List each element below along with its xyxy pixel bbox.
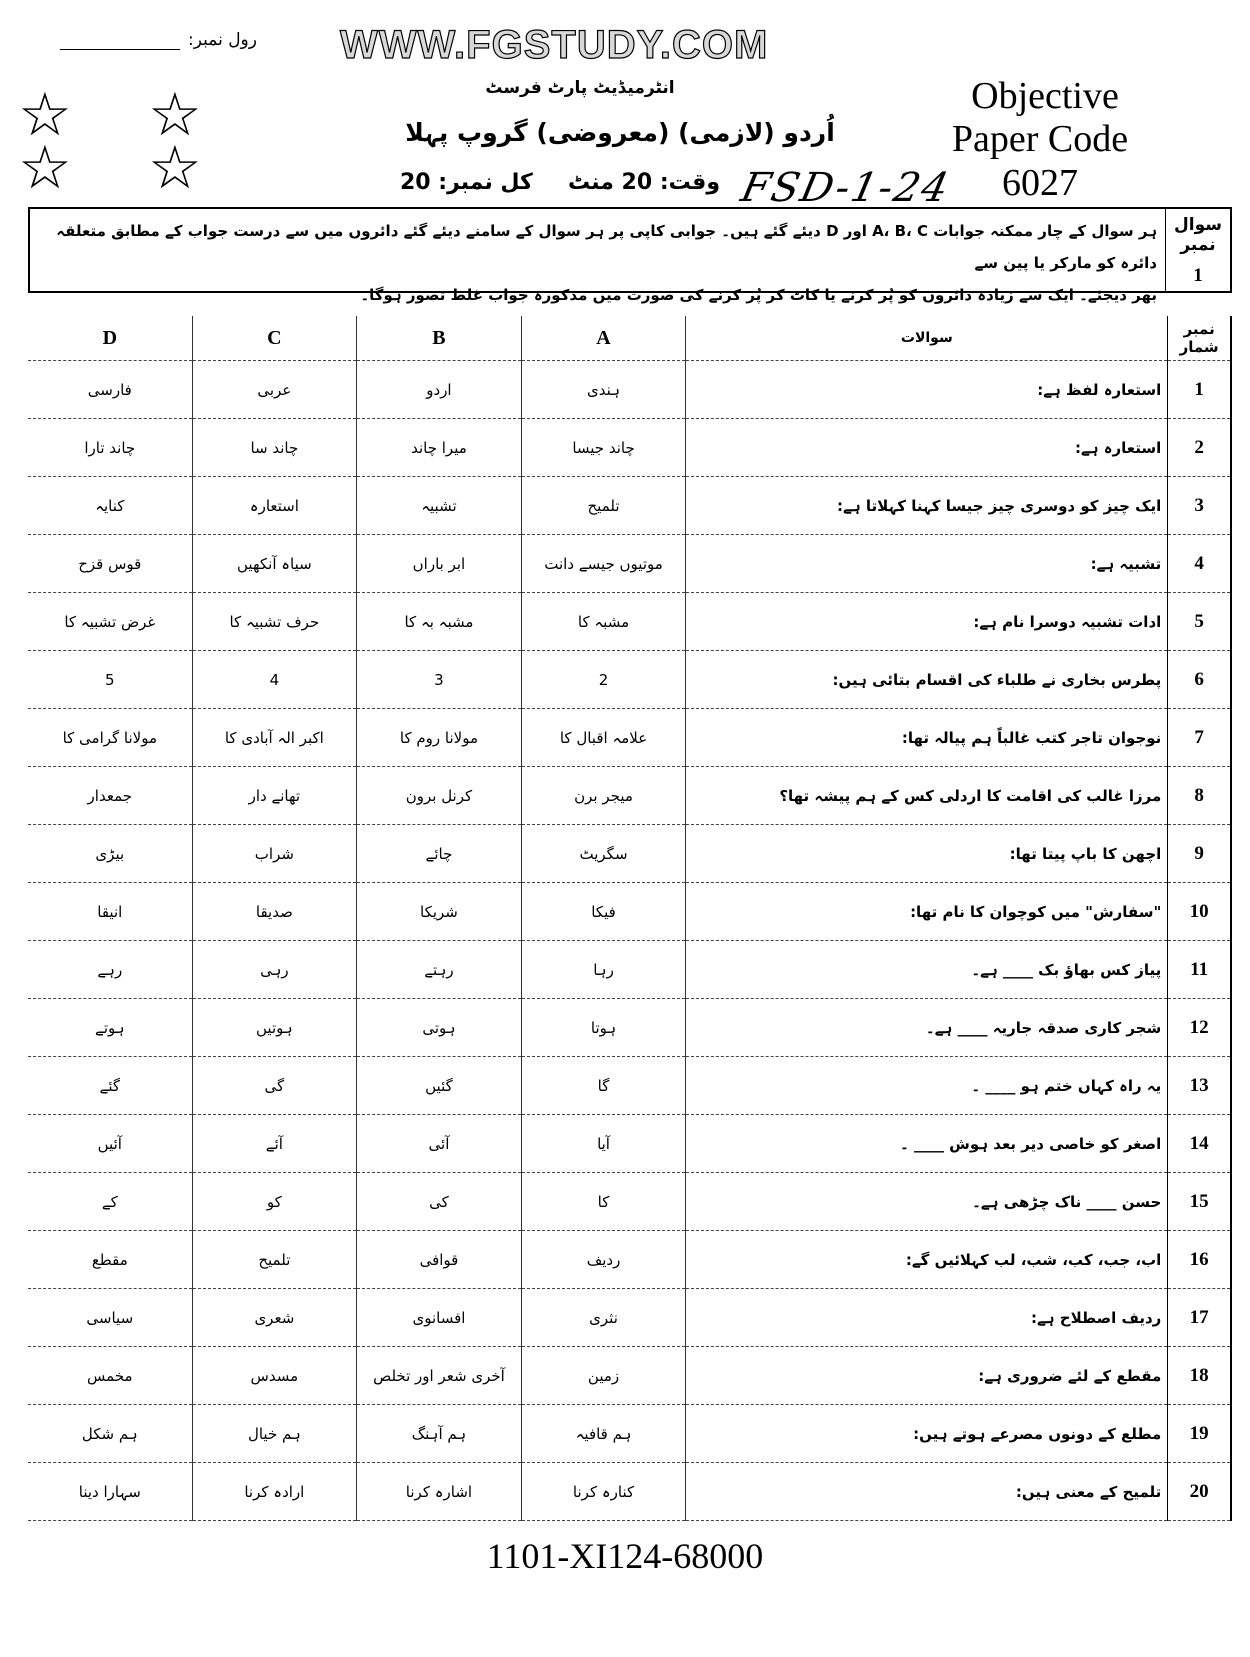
option-c: شراب: [192, 825, 357, 883]
option-a: چاند جیسا: [521, 419, 686, 477]
table-row: [28, 1173, 1231, 1231]
question-text: پیاز کس بھاؤ بک ____ ہے۔: [686, 941, 1168, 999]
question-number-cell: [1165, 209, 1230, 291]
watermark: WWW.FGSTUDY.COM: [340, 23, 769, 67]
option-d: ہوتے: [28, 999, 192, 1057]
option-d: قوس قزح: [28, 535, 192, 593]
footer-code: 1101-XI124-68000: [486, 1536, 764, 1576]
option-a: نثری: [521, 1289, 686, 1347]
question-text: استعارہ ہے:: [686, 419, 1168, 477]
star-icon: ☆: [18, 133, 72, 203]
option-d: بیڑی: [28, 825, 192, 883]
question-text: "سفارش" میں کوچوان کا نام تھا:: [686, 883, 1168, 941]
question-text: یہ راہ کہاں ختم ہو ____ ۔: [686, 1057, 1168, 1115]
roll-number-blank: [60, 31, 180, 50]
option-c: 4: [192, 651, 357, 709]
option-b: گئیں: [357, 1057, 522, 1115]
serial-number: 14: [1168, 1115, 1231, 1173]
option-b: تشبیہ: [357, 477, 522, 535]
option-d: کنایہ: [28, 477, 192, 535]
serial-number: 5: [1168, 593, 1231, 651]
instructions-box: [28, 207, 1232, 304]
table-row: [28, 883, 1231, 941]
option-a: رہا: [521, 941, 686, 999]
header-a: A: [521, 316, 686, 361]
question-text: ردیف اصطلاح ہے:: [686, 1289, 1168, 1347]
option-d: مقطع: [28, 1231, 192, 1289]
option-b: قوافی: [357, 1231, 522, 1289]
serial-number: 10: [1168, 883, 1231, 941]
serial-number: 11: [1168, 941, 1231, 999]
table-row: [28, 999, 1231, 1057]
question-text: حسن ____ ناک چڑھی ہے۔: [686, 1173, 1168, 1231]
header-question: سوالات: [686, 316, 1168, 361]
option-c: حرف تشبیہ کا: [192, 593, 357, 651]
option-b: شریکا: [357, 883, 522, 941]
option-b: اردو: [357, 361, 522, 419]
question-text: مطلع کے دونوں مصرعے ہوتے ہیں:: [686, 1405, 1168, 1463]
table-row: [28, 1231, 1231, 1289]
instructions-text: [30, 209, 1165, 304]
header-b: B: [357, 316, 522, 361]
instructions-line: بھر دیجئے۔ ایک سے زیادہ دائروں کو پُر کرنے یا کاٹ کر پُر کرنے کی صورت میں مذکورہ جواب غلط تصور ہوگا۔: [360, 286, 1157, 304]
question-number: 1: [1193, 265, 1203, 286]
option-d: سیاسی: [28, 1289, 192, 1347]
option-c: کو: [192, 1173, 357, 1231]
questions-table: [28, 316, 1232, 1521]
question-text: اصغر کو خاصی دیر بعد ہوش ____ ۔: [686, 1115, 1168, 1173]
option-b: آخری شعر اور تخلص: [357, 1347, 522, 1405]
option-d: کے: [28, 1173, 192, 1231]
serial-number: 15: [1168, 1173, 1231, 1231]
option-d: غرض تشبیہ کا: [28, 593, 192, 651]
serial-number: 9: [1168, 825, 1231, 883]
option-a: 2: [521, 651, 686, 709]
table-row: [28, 1405, 1231, 1463]
option-a: ردیف: [521, 1231, 686, 1289]
table-row: [28, 535, 1231, 593]
question-text: ادات تشبیہ دوسرا نام ہے:: [686, 593, 1168, 651]
option-b: 3: [357, 651, 522, 709]
option-b: افسانوی: [357, 1289, 522, 1347]
option-c: شعری: [192, 1289, 357, 1347]
option-d: گئے: [28, 1057, 192, 1115]
table-row: [28, 361, 1231, 419]
serial-number: 17: [1168, 1289, 1231, 1347]
table-row: [28, 825, 1231, 883]
option-c: تھانے دار: [192, 767, 357, 825]
option-c: رہی: [192, 941, 357, 999]
question-text: ایک چیز کو دوسری چیز جیسا کہنا کہلاتا ہے:: [686, 477, 1168, 535]
time-marks-line: [400, 170, 720, 195]
option-a: علامہ اقبال کا: [521, 709, 686, 767]
table-row: [28, 477, 1231, 535]
table-row: [28, 767, 1231, 825]
option-b: مشبہ بہ کا: [357, 593, 522, 651]
star-icon: ☆: [148, 80, 202, 150]
option-b: ہوتی: [357, 999, 522, 1057]
option-d: مخمس: [28, 1347, 192, 1405]
serial-number: 12: [1168, 999, 1231, 1057]
option-c: سیاہ آنکھیں: [192, 535, 357, 593]
table-header-row: [28, 316, 1231, 361]
option-a: زمین: [521, 1347, 686, 1405]
option-b: رہتے: [357, 941, 522, 999]
option-b: مولانا روم کا: [357, 709, 522, 767]
roll-number-field: [60, 30, 257, 50]
question-text: شجر کاری صدقہ جاریہ ____ ہے۔: [686, 999, 1168, 1057]
question-label: سوال نمبر: [1174, 215, 1222, 255]
table-row: [28, 941, 1231, 999]
serial-number: 1: [1168, 361, 1231, 419]
option-d: مولانا گرامی کا: [28, 709, 192, 767]
question-text: مقطع کے لئے ضروری ہے:: [686, 1347, 1168, 1405]
serial-number: 20: [1168, 1463, 1231, 1521]
serial-number: 8: [1168, 767, 1231, 825]
option-a: ہندی: [521, 361, 686, 419]
table-row: [28, 419, 1231, 477]
option-a: ہوتا: [521, 999, 686, 1057]
option-b: کی: [357, 1173, 522, 1231]
question-text: اچھن کا باپ پیتا تھا:: [686, 825, 1168, 883]
time-label: وقت: 20 منٹ: [567, 170, 720, 195]
roll-number-label: رول نمبر:: [188, 30, 257, 50]
header-c: C: [192, 316, 357, 361]
paper-code: 6027: [1002, 162, 1078, 204]
header-serial: نمبر شمار: [1168, 316, 1231, 361]
star-icon: ☆: [18, 80, 72, 150]
option-c: چاند سا: [192, 419, 357, 477]
serial-number: 19: [1168, 1405, 1231, 1463]
subject-line: اُردو (لازمی) (معروضی) گروپ پہلا: [405, 118, 835, 147]
star-icon: ☆: [148, 133, 202, 203]
serial-number: 4: [1168, 535, 1231, 593]
option-d: آئیں: [28, 1115, 192, 1173]
question-text: استعارہ لفظ ہے:: [686, 361, 1168, 419]
option-c: استعارہ: [192, 477, 357, 535]
option-a: کا: [521, 1173, 686, 1231]
table-row: [28, 593, 1231, 651]
table-row: [28, 651, 1231, 709]
option-b: اشارہ کرنا: [357, 1463, 522, 1521]
option-a: گا: [521, 1057, 686, 1115]
option-b: ہم آہنگ: [357, 1405, 522, 1463]
instructions-line: ہر سوال کے چار ممکنہ جوابات A، B، C اور D دیئے گئے ہیں۔ جوابی کاپی پر ہر سوال کے سامنے دیئے گئے دائروں میں سے درست جواب کے مطابق متعلقہ دائرہ کو مارکر یا پین سے: [56, 222, 1157, 272]
option-c: تلمیح: [192, 1231, 357, 1289]
option-b: میرا چاند: [357, 419, 522, 477]
option-c: مسدس: [192, 1347, 357, 1405]
option-d: سہارا دینا: [28, 1463, 192, 1521]
question-text: تلمیح کے معنی ہیں:: [686, 1463, 1168, 1521]
question-text: مرزا غالب کی اقامت کا اردلی کس کے ہم پیشہ تھا؟: [686, 767, 1168, 825]
serial-number: 6: [1168, 651, 1231, 709]
question-text: پطرس بخاری نے طلباء کی اقسام بتائی ہیں:: [686, 651, 1168, 709]
option-d: چاند تارا: [28, 419, 192, 477]
option-a: ہم قافیہ: [521, 1405, 686, 1463]
option-c: عربی: [192, 361, 357, 419]
question-text: اب، جب، کب، شب، لب کہلائیں گے:: [686, 1231, 1168, 1289]
handwritten-note: FSD-1-24: [737, 165, 955, 211]
serial-number: 18: [1168, 1347, 1231, 1405]
serial-number: 7: [1168, 709, 1231, 767]
option-d: 5: [28, 651, 192, 709]
serial-number: 16: [1168, 1231, 1231, 1289]
serial-number: 13: [1168, 1057, 1231, 1115]
option-a: فیکا: [521, 883, 686, 941]
option-b: ابر باراں: [357, 535, 522, 593]
option-a: سگریٹ: [521, 825, 686, 883]
total-marks-label: کل نمبر: 20: [400, 170, 533, 195]
option-c: ارادہ کرنا: [192, 1463, 357, 1521]
header-d: D: [28, 316, 192, 361]
option-c: ہم خیال: [192, 1405, 357, 1463]
table-row: [28, 709, 1231, 767]
option-c: اکبر الہ آبادی کا: [192, 709, 357, 767]
table-row: [28, 1289, 1231, 1347]
paper-code-label: Paper Code: [951, 118, 1129, 160]
option-a: آیا: [521, 1115, 686, 1173]
serial-number: 3: [1168, 477, 1231, 535]
option-b: آئی: [357, 1115, 522, 1173]
question-text: نوجوان تاجر کتب غالباً ہم پیالہ تھا:: [686, 709, 1168, 767]
option-a: مشبہ کا: [521, 593, 686, 651]
option-d: انیقا: [28, 883, 192, 941]
option-a: کنارہ کرنا: [521, 1463, 686, 1521]
table-row: [28, 1115, 1231, 1173]
option-d: ہم شکل: [28, 1405, 192, 1463]
option-a: تلمیح: [521, 477, 686, 535]
option-a: موتیوں جیسے دانت: [521, 535, 686, 593]
option-d: جمعدار: [28, 767, 192, 825]
option-c: ہوتیں: [192, 999, 357, 1057]
serial-number: 2: [1168, 419, 1231, 477]
question-text: تشبیہ ہے:: [686, 535, 1168, 593]
option-c: آئے: [192, 1115, 357, 1173]
option-b: چائے: [357, 825, 522, 883]
option-a: میجر برن: [521, 767, 686, 825]
option-b: کرنل برون: [357, 767, 522, 825]
table-row: [28, 1347, 1231, 1405]
exam-level: انٹرمیڈیٹ پارٹ فرسٹ: [485, 78, 675, 98]
table-row: [28, 1463, 1231, 1521]
option-c: صدیقا: [192, 883, 357, 941]
option-d: فارسی: [28, 361, 192, 419]
objective-label: Objective: [971, 75, 1119, 117]
table-row: [28, 1057, 1231, 1115]
option-c: گی: [192, 1057, 357, 1115]
option-d: رہے: [28, 941, 192, 999]
